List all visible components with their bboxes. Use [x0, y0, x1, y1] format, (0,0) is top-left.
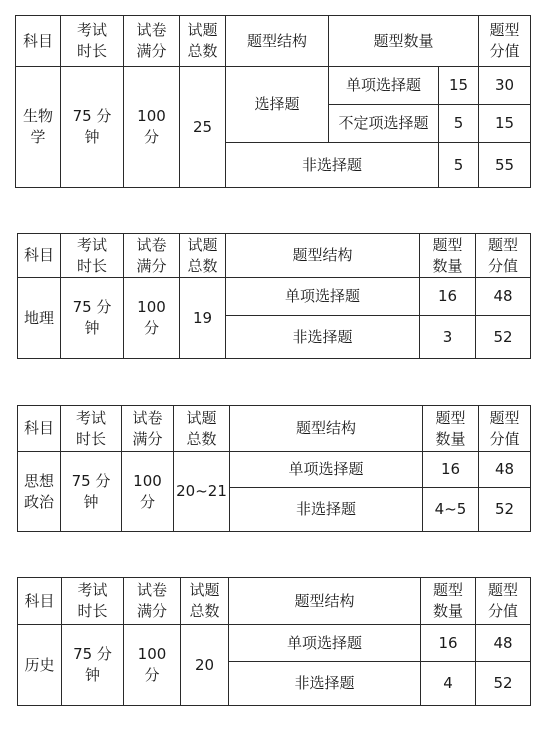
- header-total-questions: 试题 总数: [180, 234, 226, 278]
- header-subject: 科目: [16, 16, 61, 67]
- exam-time-cell: 75 分 钟: [61, 452, 122, 532]
- header-exam-time: 考试 时长: [62, 578, 124, 625]
- count-single-choice: 16: [421, 625, 476, 662]
- full-score-cell: 100 分: [124, 625, 181, 706]
- total-questions-cell: 25: [180, 67, 226, 188]
- count-non-choice: 4~5: [423, 488, 479, 532]
- header-full-score: 试卷 满分: [124, 16, 180, 67]
- history-table-wrap: [17, 577, 530, 705]
- subject-cell: 生物 学: [16, 67, 61, 188]
- count-non-choice: 5: [439, 143, 479, 188]
- count-single-choice: 16: [420, 278, 476, 316]
- count-single-choice: 16: [423, 452, 479, 488]
- header-subject: 科目: [18, 234, 61, 278]
- header-question-count: 题型 数量: [420, 234, 476, 278]
- type-non-choice: 非选择题: [230, 488, 423, 532]
- exam-time-cell: 75 分 钟: [62, 625, 124, 706]
- type-non-choice: 非选择题: [229, 662, 421, 706]
- header-total-questions: 试题 总数: [180, 16, 226, 67]
- total-questions-cell: 20: [181, 625, 229, 706]
- type-single-choice: 单项选择题: [329, 67, 439, 105]
- header-exam-time: 考试 时长: [61, 16, 124, 67]
- subject-cell: 地理: [18, 278, 61, 359]
- subject-cell: 思想 政治: [18, 452, 61, 532]
- header-total-questions: 试题 总数: [181, 578, 229, 625]
- count-multi-choice: 5: [439, 105, 479, 143]
- score-single-choice: 48: [476, 625, 531, 662]
- header-question-structure: 题型结构: [226, 16, 329, 67]
- header-question-structure: 题型结构: [226, 234, 420, 278]
- full-score-cell: 100 分: [122, 452, 174, 532]
- count-non-choice: 3: [420, 316, 476, 359]
- type-non-choice: 非选择题: [226, 316, 420, 359]
- score-non-choice: 52: [476, 316, 531, 359]
- header-question-score: 题型 分值: [476, 578, 531, 625]
- header-question-structure: 题型结构: [229, 578, 421, 625]
- header-full-score: 试卷 满分: [124, 578, 181, 625]
- total-questions-cell: 19: [180, 278, 226, 359]
- score-single-choice: 30: [479, 67, 531, 105]
- header-question-score: 题型 分值: [476, 234, 531, 278]
- header-question-count: 题型 数量: [421, 578, 476, 625]
- header-question-score: 题型 分值: [479, 406, 531, 452]
- score-single-choice: 48: [479, 452, 531, 488]
- politics-exam-table: [17, 405, 531, 532]
- choice-group-cell: 选择题: [226, 67, 329, 143]
- type-multi-choice: 不定项选择题: [329, 105, 439, 143]
- history-exam-table: [17, 577, 531, 706]
- header-question-structure: 题型结构: [230, 406, 423, 452]
- geography-table-wrap: [17, 233, 530, 358]
- score-non-choice: 52: [476, 662, 531, 706]
- header-subject: 科目: [18, 578, 62, 625]
- total-questions-cell: 20~21: [174, 452, 230, 532]
- exam-time-cell: 75 分 钟: [61, 278, 124, 359]
- full-score-cell: 100 分: [124, 67, 180, 188]
- exam-time-cell: 75 分 钟: [61, 67, 124, 188]
- type-single-choice: 单项选择题: [230, 452, 423, 488]
- header-question-score: 题型 分值: [479, 16, 531, 67]
- score-non-choice: 55: [479, 143, 531, 188]
- politics-table-wrap: [17, 405, 530, 531]
- count-non-choice: 4: [421, 662, 476, 706]
- type-single-choice: 单项选择题: [229, 625, 421, 662]
- geography-exam-table: [17, 233, 531, 359]
- header-full-score: 试卷 满分: [124, 234, 180, 278]
- type-non-choice: 非选择题: [226, 143, 439, 188]
- full-score-cell: 100 分: [124, 278, 180, 359]
- header-total-questions: 试题 总数: [174, 406, 230, 452]
- biology-table-wrap: [15, 15, 530, 187]
- header-subject: 科目: [18, 406, 61, 452]
- score-multi-choice: 15: [479, 105, 531, 143]
- biology-exam-table: [15, 15, 531, 188]
- header-full-score: 试卷 满分: [122, 406, 174, 452]
- subject-cell: 历史: [18, 625, 62, 706]
- header-question-count: 题型 数量: [423, 406, 479, 452]
- count-single-choice: 15: [439, 67, 479, 105]
- score-non-choice: 52: [479, 488, 531, 532]
- header-exam-time: 考试 时长: [61, 406, 122, 452]
- type-single-choice: 单项选择题: [226, 278, 420, 316]
- header-exam-time: 考试 时长: [61, 234, 124, 278]
- score-single-choice: 48: [476, 278, 531, 316]
- header-question-count: 题型数量: [329, 16, 479, 67]
